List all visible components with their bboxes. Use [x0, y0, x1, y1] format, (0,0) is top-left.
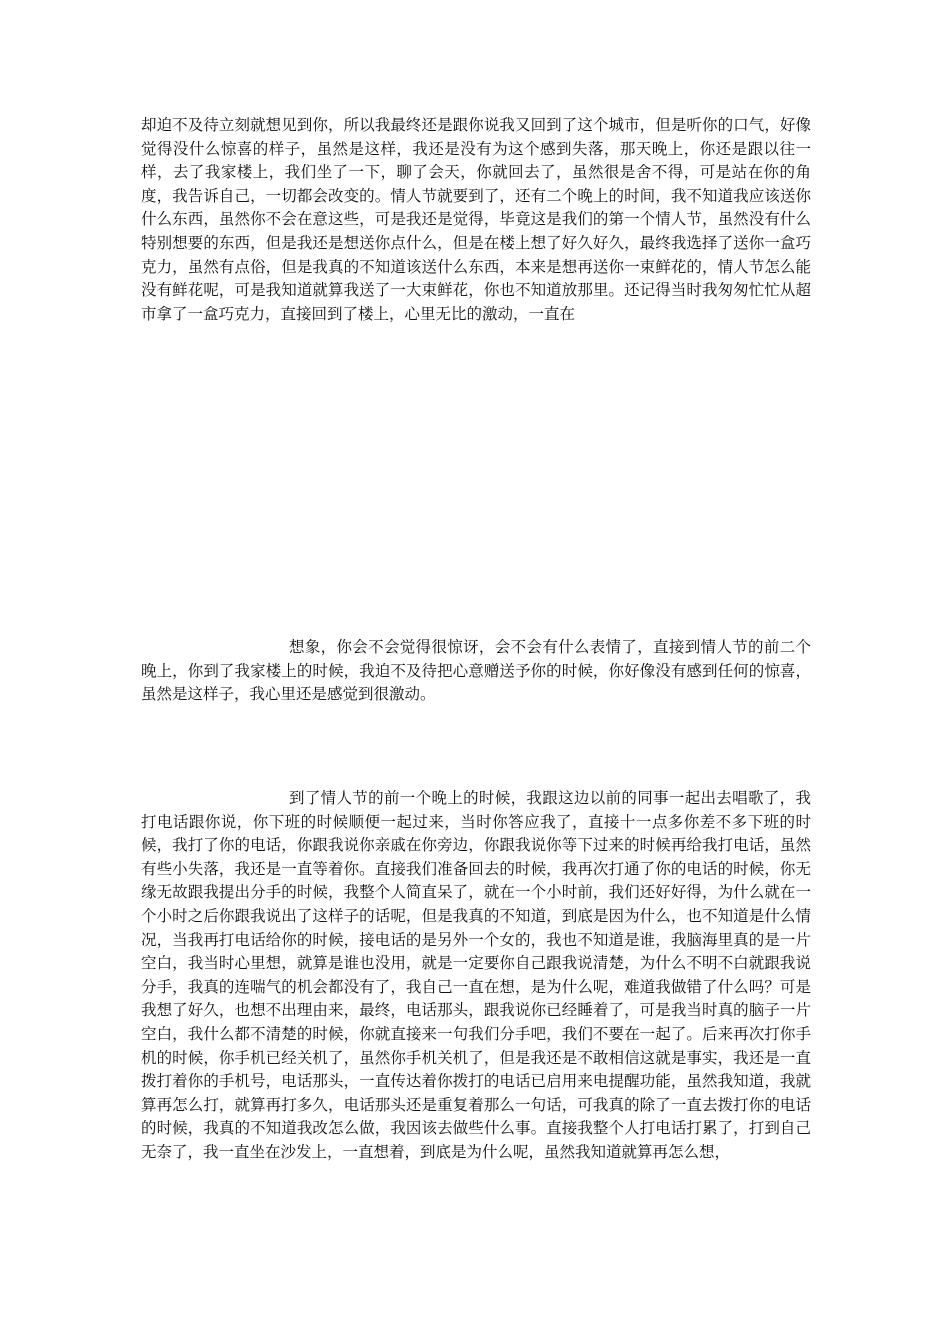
paragraph-2: 想象，你会不会觉得很惊讶，会不会有什么表情了，直接到情人节的前二个晚上，你到了我家楼上的时候，我迫不及待把心意赠送予你的时候，你好像没有感到任何的惊喜，虽然是这样子，我心里还是感觉到很激动。	[141, 638, 811, 704]
paragraph-1: 却迫不及待立刻就想见到你，所以我最终还是跟你说我又回到了这个城市，但是听你的口气，好像觉得没什么惊喜的样子，虽然是这样，我还是没有为这个感到失落，那天晚上，你还是跟以往一样，去了我家楼上，我们坐了一下，聊了会天，你就回去了，虽然很是舍不得，可是站在你的角度，我告诉自己，一切都会改变的。情人节就要到了，还有二个晚上的时间，我不知道我应该送你什么东西，虽然你不会在意这些，可是我还是觉得，毕竟这是我们的第一个情人节，虽然没有什么特别想要的东西，但是我还是想送你点什么，但是在楼上想了好久好久，最终我选择了送你一盒巧克力，虽然有点俗，但是我真的不知道该送什么东西，本来是想再送你一束鲜花的，情人节怎么能没有鲜花呢，可是我知道就算我送了一大束鲜花，你也不知道放那里。还记得当时我匆匆忙忙从超市拿了一盒巧克力，直接回到了楼上，心里无比的激动，一直在	[141, 116, 811, 323]
paragraph-3: 到了情人节的前一个晚上的时候，我跟这边以前的同事一起出去唱歌了，我打电话跟你说，你下班的时候顺便一起过来，当时你答应我了，直接十一点多你差不多下班的时候，我打了你的电话，你跟我说你亲戚在你旁边，你跟我说你等下过来的时候再给我打电话，虽然有些小失落，我还是一直等着你。直接我们准备回去的时候，我再次打通了你的电话的时候，你无缘无故跟我提出分手的时候，我整个人简直呆了，就在一个小时前，我们还好好得，为什么就在一个小时之后你跟我说出了这样子的话呢，但是我真的不知道，到底是因为什么，也不知道是什么情况，当我再打电话给你的时候，接电话的是另外一个女的，我也不知道是谁，我脑海里真的是一片空白，我当时心里想，就算是谁也没用，就是一定要你自己跟我说清楚，为什么不明不白就跟我说分手，我真的连喘气的机会都没有了，我自己一直在想，是为什么呢，难道我做错了什么吗？可是我想了好久，也想不出理由来，最终，电话那头，跟我说你已经睡着了，可是我当时真的脑子一片空白，我什么都不清楚的时候，你就直接来一句我们分手吧，我们不要在一起了。后来再次打你手机的时候，你手机已经关机了，虽然你手机关机了，但是我还是不敢相信这就是事实，我还是一直拨打着你的手机号，电话那头，一直传达着你拨打的电话已启用来电提醒功能，虽然我知道，我就算再怎么打，就算再打多久，电话那头还是重复着那么一句话，可我真的除了一直去拨打你的电话的时候，我真的不知道我改怎么做，我因该去做些什么事。直接我整个人打电话打累了，打到自己无奈了，我一直坐在沙发上，一直想着，到底是为什么呢，虽然我知道就算再怎么想，	[141, 789, 811, 1161]
